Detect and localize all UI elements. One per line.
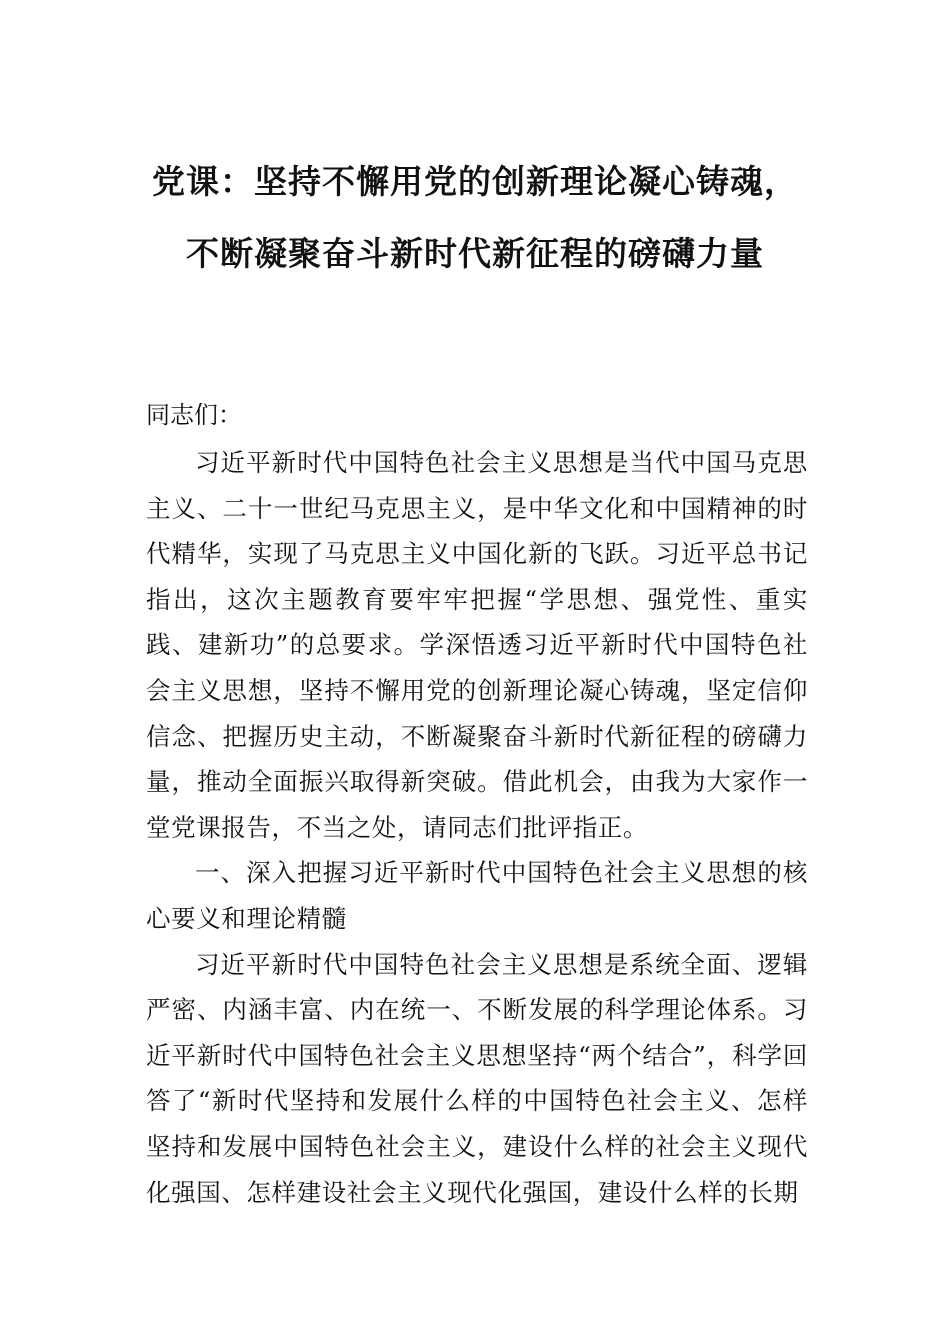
salutation: 同志们： [146, 401, 242, 429]
section-heading-1: 一、深入把握习近平新时代中国特色社会主义思想的核心要义和理论精髓 [146, 858, 808, 933]
paragraph-section-1: 习近平新时代中国特色社会主义思想是系统全面、逻辑严密、内涵丰富、内在统一、不断发展的科学理论体系。习近平新时代中国特色社会主义思想坚持“两个结合”，科学回答了“新时代坚持和发展什么样的中国特色社会主义、怎样坚持和发展中国特色社会主义，建设什么样的社会主义现代化强国、怎样建设社会主义现代化强国，建设什么样的长期 [146, 949, 808, 1207]
document-body [146, 440, 808, 1215]
document-title: 党课：坚持不懈用党的创新理论凝心铸魂，不断凝聚奋斗新时代新征程的磅礴力量 [152, 162, 798, 273]
paragraph-intro: 习近平新时代中国特色社会主义思想是当代中国马克思主义、二十一世纪马克思主义，是中华文化和中国精神的时代精华，实现了马克思主义中国化新的飞跃。习近平总书记指出，这次主题教育要牢牢把握“学思想、强党性、重实践、建新功”的总要求。学深悟透习近平新时代中国特色社会主义思想，坚持不懈用党的创新理论凝心铸魂，坚定信仰信念、把握历史主动，不断凝聚奋斗新时代新征程的磅礴力量，推动全面振兴取得新突破。借此机会，由我为大家作一堂党课报告，不当之处，请同志们批评指正。 [146, 448, 808, 842]
